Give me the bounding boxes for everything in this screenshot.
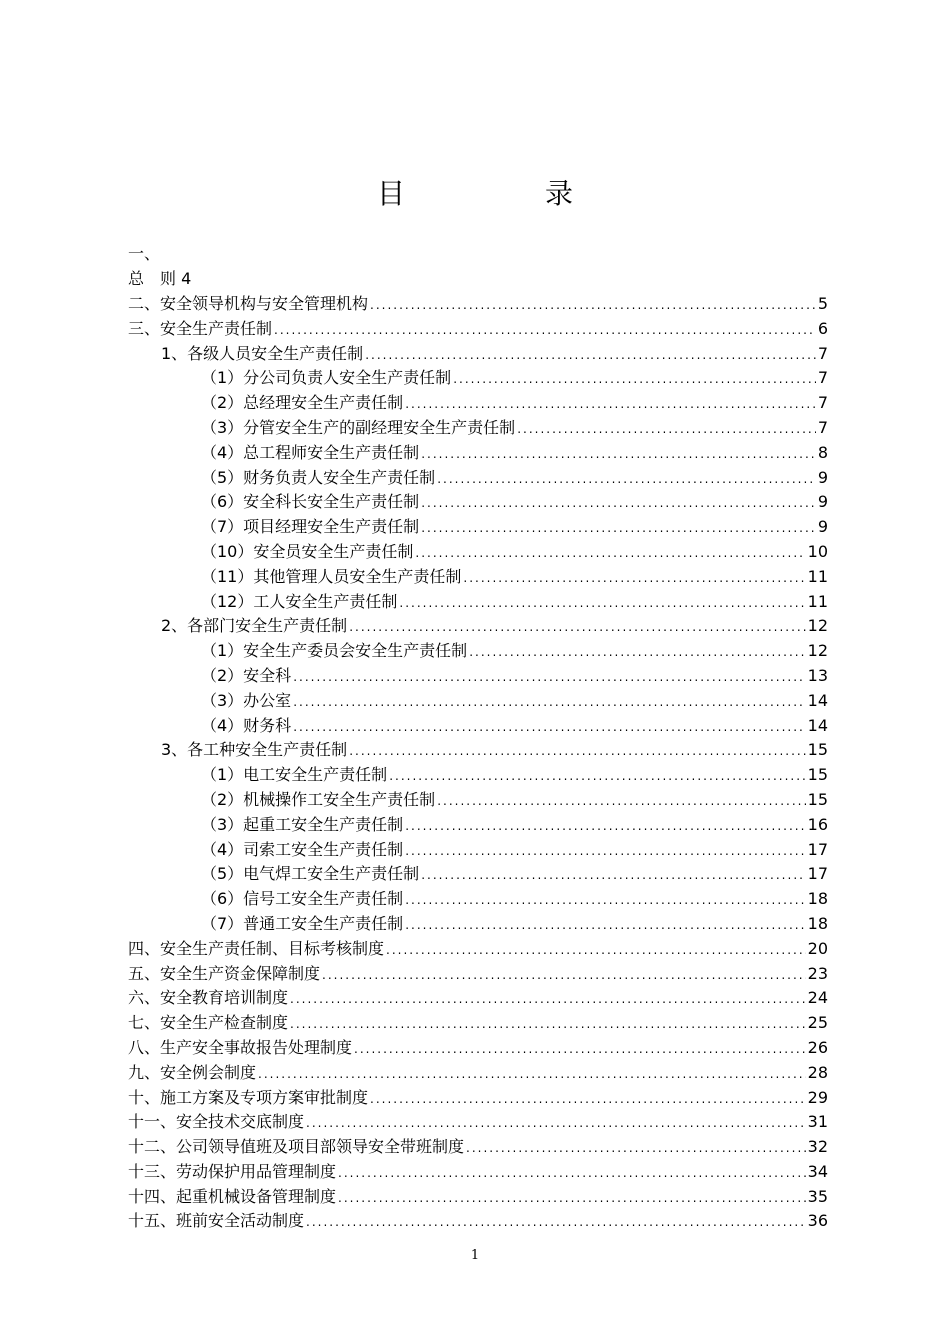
toc-entry-label: 十、施工方案及专项方案审批制度 [128, 1087, 369, 1107]
toc-entry-label: （4）总工程师安全生产责任制 [201, 442, 420, 462]
toc-leader-dots [349, 739, 805, 764]
toc-leader-dots [453, 367, 816, 392]
toc-leader-dots [293, 715, 805, 740]
toc-entry[interactable] [128, 1011, 828, 1036]
toc-leader-dots [386, 938, 806, 963]
toc-entry[interactable] [128, 887, 828, 912]
toc-entry-label: （6）信号工安全生产责任制 [201, 889, 404, 909]
toc-leader-dots [293, 690, 805, 715]
toc-entry-label: （11）其他管理人员安全生产责任制 [201, 566, 462, 586]
toc-entry-1-text[interactable]: 总 则 4 [128, 269, 192, 288]
toc-entry[interactable] [128, 1036, 828, 1061]
toc-leader-dots [370, 1087, 806, 1112]
toc-entry[interactable] [128, 912, 828, 937]
toc-entry-label: （4）司索工安全生产责任制 [201, 839, 404, 859]
toc-entry-label: （5）财务负责人安全生产责任制 [201, 467, 436, 487]
toc-entry-label: （2）总经理安全生产责任制 [201, 393, 404, 413]
toc-entry-label: 3、各工种安全生产责任制 [161, 740, 348, 760]
toc-leader-dots [290, 987, 806, 1012]
toc-entry-page: 18 [807, 889, 828, 909]
toc-entry-page: 9 [817, 467, 828, 487]
toc-entry-1-heading[interactable]: 一、 [128, 244, 161, 263]
toc-entry-page: 23 [807, 963, 828, 983]
toc-leader-dots [405, 814, 805, 839]
toc-entry-page: 15 [807, 740, 828, 760]
toc-entry-label: （1）分公司负责人安全生产责任制 [201, 368, 452, 388]
toc-leader-dots [517, 417, 816, 442]
toc-entry-page: 34 [807, 1161, 828, 1181]
toc-entry-label: 十三、劳动保护用品管理制度 [128, 1161, 337, 1181]
toc-entry-label: （3）起重工安全生产责任制 [201, 814, 404, 834]
toc-leader-dots [415, 541, 805, 566]
toc-entry[interactable] [128, 366, 828, 391]
toc-leader-dots [258, 1062, 806, 1087]
toc-title [0, 172, 950, 212]
toc-entry-page: 11 [807, 591, 828, 611]
toc-leader-dots [469, 640, 805, 665]
toc-entry-label: 2、各部门安全生产责任制 [161, 616, 348, 636]
toc-entry[interactable] [128, 838, 828, 863]
toc-entry-label: （2）安全科 [201, 665, 292, 685]
toc-entry[interactable] [128, 565, 828, 590]
toc-entry-page: 5 [817, 294, 828, 313]
toc-entry-page: 7 [817, 393, 828, 413]
toc-entry[interactable] [128, 1209, 828, 1234]
toc-entry[interactable] [128, 317, 828, 342]
toc-entry-page: 10 [807, 541, 828, 561]
toc-entry-page: 29 [807, 1087, 828, 1107]
toc-entry-label: 四、安全生产责任制、目标考核制度 [128, 938, 385, 958]
toc-leader-dots [405, 392, 816, 417]
toc-entry-page: 9 [817, 517, 828, 537]
toc-entry[interactable] [128, 540, 828, 565]
toc-entry-page: 14 [807, 690, 828, 710]
toc-entry-page: 9 [817, 492, 828, 512]
toc-entry[interactable] [128, 714, 828, 739]
toc-entry-page: 24 [807, 988, 828, 1008]
toc-entry-page: 26 [807, 1037, 828, 1057]
toc-entry[interactable] [128, 1185, 828, 1210]
toc-entry-page: 25 [807, 1013, 828, 1033]
toc-entry[interactable] [128, 614, 828, 639]
toc-entry[interactable] [128, 639, 828, 664]
toc-entry[interactable] [128, 441, 828, 466]
toc-leader-dots [466, 1136, 806, 1161]
toc-entry-label: 十五、班前安全活动制度 [128, 1211, 305, 1231]
toc-leader-dots [421, 863, 805, 888]
toc-entry[interactable] [128, 689, 828, 714]
toc-leader-dots [338, 1186, 806, 1211]
toc-entry-label: 1、各级人员安全生产责任制 [161, 343, 364, 363]
toc-leader-dots [405, 839, 805, 864]
toc-leader-dots [405, 913, 805, 938]
toc-entry-label: （5）电气焊工安全生产责任制 [201, 864, 420, 884]
toc-leader-dots [437, 467, 816, 492]
toc-entry-page: 7 [817, 368, 828, 388]
toc-leader-dots [322, 963, 806, 988]
toc-leader-dots [274, 318, 816, 343]
toc-entry-label: 三、安全生产责任制 [128, 318, 273, 338]
toc-entry-label: （12）工人安全生产责任制 [201, 591, 398, 611]
toc-title-left: 目 [376, 177, 405, 210]
toc-entry-label: （1）电工安全生产责任制 [201, 765, 388, 785]
toc-entry-page: 7 [817, 417, 828, 437]
page-number: 1 [470, 1248, 480, 1263]
toc-leader-dots [306, 1111, 806, 1136]
toc-leader-dots [463, 566, 805, 591]
toc-entry-page: 31 [807, 1112, 828, 1132]
toc-leader-dots [354, 1037, 806, 1062]
toc-entry-page: 17 [807, 864, 828, 884]
toc-leader-dots [389, 764, 805, 789]
toc-entry-label: 五、安全生产资金保障制度 [128, 963, 321, 983]
toc-entry-page: 11 [807, 566, 828, 586]
toc-entry-page: 35 [807, 1186, 828, 1206]
toc-entry-label: （4）财务科 [201, 715, 292, 735]
toc-entry-page: 14 [807, 715, 828, 735]
toc-entry[interactable] [128, 490, 828, 515]
toc-entry-page: 15 [807, 789, 828, 809]
toc-entry-page: 20 [807, 938, 828, 958]
toc-leader-dots [370, 293, 816, 318]
toc-entry-label: 七、安全生产检查制度 [128, 1013, 289, 1033]
toc-entry[interactable] [128, 515, 828, 540]
toc-entry-page: 16 [807, 814, 828, 834]
toc-leader-dots [293, 665, 805, 690]
toc-entry-label: （10）安全员安全生产责任制 [201, 541, 414, 561]
toc-entry-page: 15 [807, 765, 828, 785]
toc-entry[interactable] [128, 342, 828, 367]
toc-entry[interactable] [128, 466, 828, 491]
toc-list [128, 292, 828, 1234]
toc-entry-label: （2）机械操作工安全生产责任制 [201, 789, 436, 809]
toc-entry-page: 12 [807, 616, 828, 636]
toc-entry[interactable] [128, 813, 828, 838]
toc-entry-page: 32 [807, 1137, 828, 1157]
toc-entry[interactable] [128, 1061, 828, 1086]
toc-leader-dots [338, 1161, 806, 1186]
toc-entry[interactable] [128, 391, 828, 416]
toc-entry-page: 7 [817, 343, 828, 363]
toc-entry-page: 28 [807, 1062, 828, 1082]
toc-entry-page: 18 [807, 913, 828, 933]
toc-entry[interactable] [128, 1135, 828, 1160]
toc-entry-label: 十四、起重机械设备管理制度 [128, 1186, 337, 1206]
toc-entry[interactable] [128, 738, 828, 763]
toc-entry-label: （3）分管安全生产的副经理安全生产责任制 [201, 417, 516, 437]
toc-leader-dots [405, 888, 805, 913]
toc-entry[interactable] [128, 986, 828, 1011]
toc-entry[interactable] [128, 1086, 828, 1111]
toc-entry-page: 36 [807, 1211, 828, 1231]
toc-leader-dots [349, 615, 805, 640]
toc-entry[interactable] [128, 590, 828, 615]
toc-leader-dots [421, 491, 816, 516]
toc-entry-label: 二、安全领导机构与安全管理机构 [128, 294, 369, 313]
toc-entry-label: 八、生产安全事故报告处理制度 [128, 1037, 353, 1057]
toc-entry-label: 六、安全教育培训制度 [128, 988, 289, 1008]
toc-entry-label: 九、安全例会制度 [128, 1062, 257, 1082]
toc-entry-page: 13 [807, 665, 828, 685]
toc-entry[interactable] [128, 1110, 828, 1135]
toc-entry-label: 十二、公司领导值班及项目部领导安全带班制度 [128, 1137, 465, 1157]
toc-entry-label: 十一、安全技术交底制度 [128, 1112, 305, 1132]
toc-entry-page: 8 [817, 442, 828, 462]
toc-entry-label: （1）安全生产委员会安全生产责任制 [201, 641, 468, 661]
toc-entry-label: （7）普通工安全生产责任制 [201, 913, 404, 933]
toc-entry-label: （7）项目经理安全生产责任制 [201, 517, 420, 537]
toc-title-right: 录 [545, 177, 574, 210]
toc-leader-dots [421, 442, 816, 467]
toc-leader-dots [306, 1210, 806, 1235]
toc-entry-page: 17 [807, 839, 828, 859]
toc-entry[interactable] [128, 962, 828, 987]
toc-entry[interactable] [128, 862, 828, 887]
toc-entry-page: 12 [807, 641, 828, 661]
toc-leader-dots [290, 1012, 806, 1037]
toc-entry[interactable] [128, 664, 828, 689]
toc-entry[interactable] [128, 1160, 828, 1185]
toc-leader-dots [365, 343, 816, 368]
toc-entry-label: （6）安全科长安全生产责任制 [201, 492, 420, 512]
toc-leader-dots [437, 789, 805, 814]
toc-entry-label: （3）办公室 [201, 690, 292, 710]
toc-leader-dots [421, 516, 816, 541]
toc-entry[interactable] [128, 763, 828, 788]
toc-entry[interactable] [128, 937, 828, 962]
toc-entry[interactable] [128, 292, 828, 317]
toc-entry-page: 6 [817, 318, 828, 338]
toc-leader-dots [399, 591, 805, 616]
toc-entry[interactable] [128, 788, 828, 813]
toc-entry[interactable] [128, 416, 828, 441]
